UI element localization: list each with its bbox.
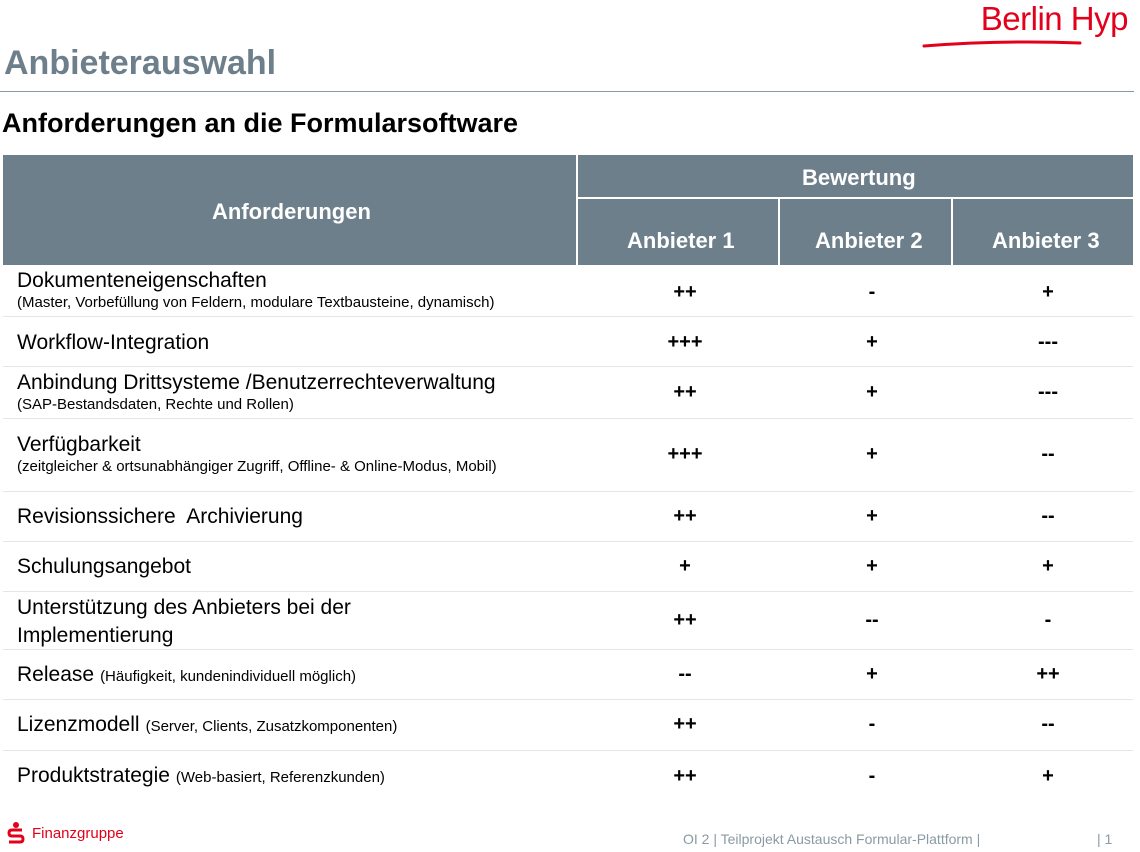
requirement-title: Schulungsangebot: [17, 555, 191, 578]
table-row: [3, 700, 1133, 750]
score-vendor-1: +++: [667, 443, 703, 465]
table-row: [3, 592, 1133, 649]
sparkasse-s-icon: [6, 822, 26, 844]
table-row: [3, 419, 1133, 491]
requirement-title-line: [17, 712, 397, 739]
header-vendor-1: Anbieter 1: [627, 228, 735, 253]
header-divider: [578, 197, 1133, 199]
requirement-title: Anbindung Drittsysteme /Benutzerrechteverwaltung: [17, 371, 496, 394]
requirement-details: (Master, Vorbefüllung von Feldern, modulare Textbausteine, dynamisch): [17, 294, 495, 311]
requirement-cell: [17, 268, 494, 313]
score-vendor-1: +: [679, 555, 691, 577]
requirement-title: Lizenzmodell: [17, 713, 140, 736]
score-vendor-3: +: [1042, 555, 1054, 577]
requirement-title: Unterstützung des Anbieters bei der: [17, 596, 351, 619]
requirement-title-continued: Implementierung: [17, 624, 174, 647]
requirement-title-line: [17, 662, 356, 689]
requirement-title-line: [17, 763, 385, 790]
requirement-cell: [17, 554, 191, 579]
requirement-cell: [17, 594, 351, 650]
page-title: Anbieterauswahl: [4, 44, 277, 82]
requirement-details: (zeitgleicher & ortsunabhängiger Zugriff, Offline- & Online-Modus, Mobil): [17, 458, 497, 475]
score-vendor-2: +: [866, 331, 878, 353]
table-row: [3, 650, 1133, 699]
score-vendor-1: +++: [667, 331, 703, 353]
finanzgruppe-logo: [6, 822, 124, 844]
requirement-cell: [17, 432, 497, 477]
requirement-details: (Server, Clients, Zusatzkomponenten): [145, 718, 398, 735]
score-vendor-3: --: [1041, 443, 1055, 465]
requirement-details: (Häufigkeit, kundenindividuell möglich): [100, 668, 357, 685]
score-vendor-3: ---: [1038, 381, 1058, 403]
header-vendor-3: Anbieter 3: [992, 228, 1100, 253]
score-vendor-1: --: [678, 663, 692, 685]
score-vendor-2: +: [866, 505, 878, 527]
score-vendor-1: ++: [673, 281, 697, 303]
requirement-details: (SAP-Bestandsdaten, Rechte und Rollen): [17, 396, 294, 413]
requirement-cell: [17, 504, 303, 529]
table-row: [3, 367, 1133, 418]
requirement-title: Verfügbarkeit: [17, 433, 141, 456]
score-vendor-2: -: [868, 713, 876, 735]
page-subtitle: Anforderungen an die Formularsoftware: [2, 108, 519, 138]
score-vendor-2: +: [866, 381, 878, 403]
score-vendor-3: -: [1044, 609, 1052, 631]
header-rating: Bewertung: [802, 165, 916, 190]
score-vendor-2: +: [866, 555, 878, 577]
requirement-details: (Web-basiert, Referenzkunden): [175, 769, 385, 786]
requirement-cell: [17, 763, 385, 790]
table-row: [3, 492, 1133, 541]
requirement-cell: [17, 662, 356, 689]
score-vendor-1: ++: [673, 381, 697, 403]
table-row: [3, 542, 1133, 591]
score-vendor-3: +: [1042, 765, 1054, 787]
table-row: [3, 751, 1133, 801]
score-vendor-2: +: [866, 663, 878, 685]
score-vendor-1: ++: [673, 609, 697, 631]
logo-text: Berlin Hyp: [980, 0, 1128, 37]
requirement-title: Release: [17, 663, 95, 686]
berlin-hyp-logo: [922, 0, 1132, 50]
score-vendor-2: -: [868, 281, 876, 303]
header-vendor-2: Anbieter 2: [815, 228, 923, 253]
score-vendor-3: ++: [1036, 663, 1060, 685]
table-row: [3, 317, 1133, 366]
footer-page-number: | 1: [1097, 831, 1113, 847]
requirement-title: Produktstrategie: [17, 764, 170, 787]
requirement-cell: [17, 712, 397, 739]
score-vendor-3: --: [1041, 505, 1055, 527]
requirement-title: Dokumenteneigenschaften: [17, 269, 267, 292]
score-vendor-2: --: [865, 609, 879, 631]
footer-project: OI 2 | Teilprojekt Austausch Formular-Plattform |: [683, 831, 981, 847]
requirement-cell: [17, 370, 496, 415]
table-header: [3, 155, 1133, 265]
score-vendor-2: +: [866, 443, 878, 465]
score-vendor-1: ++: [673, 765, 697, 787]
score-vendor-1: ++: [673, 713, 697, 735]
title-divider: [0, 91, 1134, 92]
header-divider: [778, 199, 780, 265]
footer-org-name: Finanzgruppe: [32, 824, 124, 842]
score-vendor-2: -: [868, 765, 876, 787]
requirement-title: Workflow-Integration: [17, 331, 210, 354]
header-divider: [576, 155, 578, 265]
requirement-cell: [17, 330, 209, 355]
header-divider: [951, 199, 953, 265]
logo-swoosh-icon: [922, 38, 1082, 50]
table-row: [3, 266, 1133, 316]
score-vendor-1: ++: [673, 505, 697, 527]
score-vendor-3: --: [1041, 713, 1055, 735]
requirement-title: Revisionssichere Archivierung: [17, 505, 303, 528]
header-requirements: Anforderungen: [212, 199, 371, 224]
score-vendor-3: ---: [1038, 331, 1058, 353]
score-vendor-3: +: [1042, 281, 1054, 303]
